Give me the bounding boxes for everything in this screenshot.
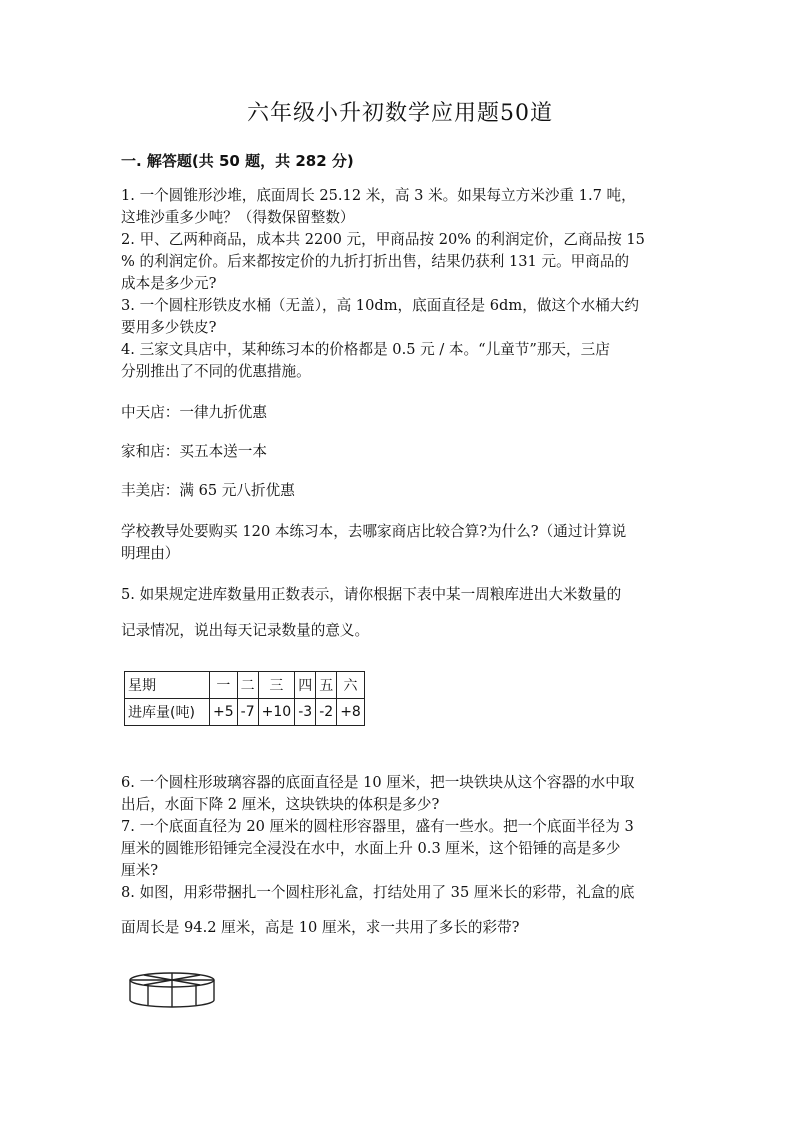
table-cell: 一 — [210, 672, 238, 699]
question-4-line-2: 分别推出了不同的优惠措施。 — [121, 363, 311, 380]
question-7-line-1: 7. 一个底面直径为 20 厘米的圆柱形容器里，盛有一些水。把一个底面半径为 3 — [121, 818, 634, 835]
table-cell: 星期 — [125, 672, 210, 699]
question-8-line-1: 8. 如图，用彩带捆扎一个圆柱形礼盒，打结处用了 35 厘米长的彩带，礼盒的底 — [121, 884, 635, 901]
question-2-line-2: % 的利润定价。后来都按定价的九折打折出售，结果仍获利 131 元。甲商品的 — [121, 253, 630, 270]
table-cell: +5 — [210, 699, 238, 726]
table-cell: -3 — [295, 699, 316, 726]
table-cell: 进库量(吨) — [125, 699, 210, 726]
question-4-ask-line-2: 明理由） — [121, 545, 180, 562]
question-5-line-2: 记录情况，说出每天记录数量的意义。 — [121, 622, 370, 639]
question-1-line-2: 这堆沙重多少吨？（得数保留整数） — [121, 209, 355, 226]
question-4-option-3: 丰美店：满 65 元八折优惠 — [121, 482, 295, 499]
question-3-line-2: 要用多少铁皮? — [121, 319, 217, 336]
table-cell: 六 — [337, 672, 365, 699]
question-4-option-2: 家和店：买五本送一本 — [121, 443, 267, 460]
question-1-line-1: 1. 一个圆锥形沙堆，底面周长 25.12 米，高 3 米。如果每立方米沙重 1.7 吨， — [121, 187, 636, 204]
section-heading: 一. 解答题(共 50 题，共 282 分) — [121, 152, 354, 170]
gift-box-diagram — [128, 968, 220, 1014]
table-cell: 二 — [237, 672, 258, 699]
question-6-line-2: 出后，水面下降 2 厘米，这块铁块的体积是多少? — [121, 796, 440, 813]
page-title: 六年级小升初数学应用题50道 — [247, 101, 553, 126]
table-cell: 三 — [258, 672, 295, 699]
question-3-line-1: 3. 一个圆柱形铁皮水桶（无盖），高 10dm，底面直径是 6dm，做这个水桶大约 — [121, 297, 639, 314]
table-cell: +8 — [337, 699, 365, 726]
question-8-line-2: 面周长是 94.2 厘米，高是 10 厘米，求一共用了多长的彩带? — [121, 919, 520, 936]
table-cell: 五 — [316, 672, 337, 699]
table-cell: 四 — [295, 672, 316, 699]
question-7-line-3: 厘米? — [121, 862, 159, 879]
question-6-line-1: 6. 一个圆柱形玻璃容器的底面直径是 10 厘米，把一块铁块从这个容器的水中取 — [121, 774, 635, 791]
question-4-line-1: 4. 三家文具店中，某种练习本的价格都是 0.5 元 / 本。“儿童节”那天，三店 — [121, 341, 610, 358]
table-row — [125, 699, 365, 726]
question-4-ask-line-1: 学校教导处要购买 120 本练习本，去哪家商店比较合算?为什么?（通过计算说 — [121, 523, 627, 540]
table-cell: -2 — [316, 699, 337, 726]
question-5-line-1: 5. 如果规定进库数量用正数表示，请你根据下表中某一周粮库进出大米数量的 — [121, 586, 622, 603]
table-row — [125, 672, 365, 699]
question-4-option-1: 中天店：一律九折优惠 — [121, 404, 267, 421]
question-2-line-3: 成本是多少元? — [121, 275, 217, 292]
table-cell: -7 — [237, 699, 258, 726]
question-7-line-2: 厘米的圆锥形铅锤完全浸没在水中，水面上升 0.3 厘米，这个铅锤的高是多少 — [121, 840, 621, 857]
grain-record-table — [124, 671, 365, 726]
question-2-line-1: 2. 甲、乙两种商品，成本共 2200 元，甲商品按 20% 的利润定价，乙商品按 15 — [121, 231, 645, 248]
table-cell: +10 — [258, 699, 295, 726]
